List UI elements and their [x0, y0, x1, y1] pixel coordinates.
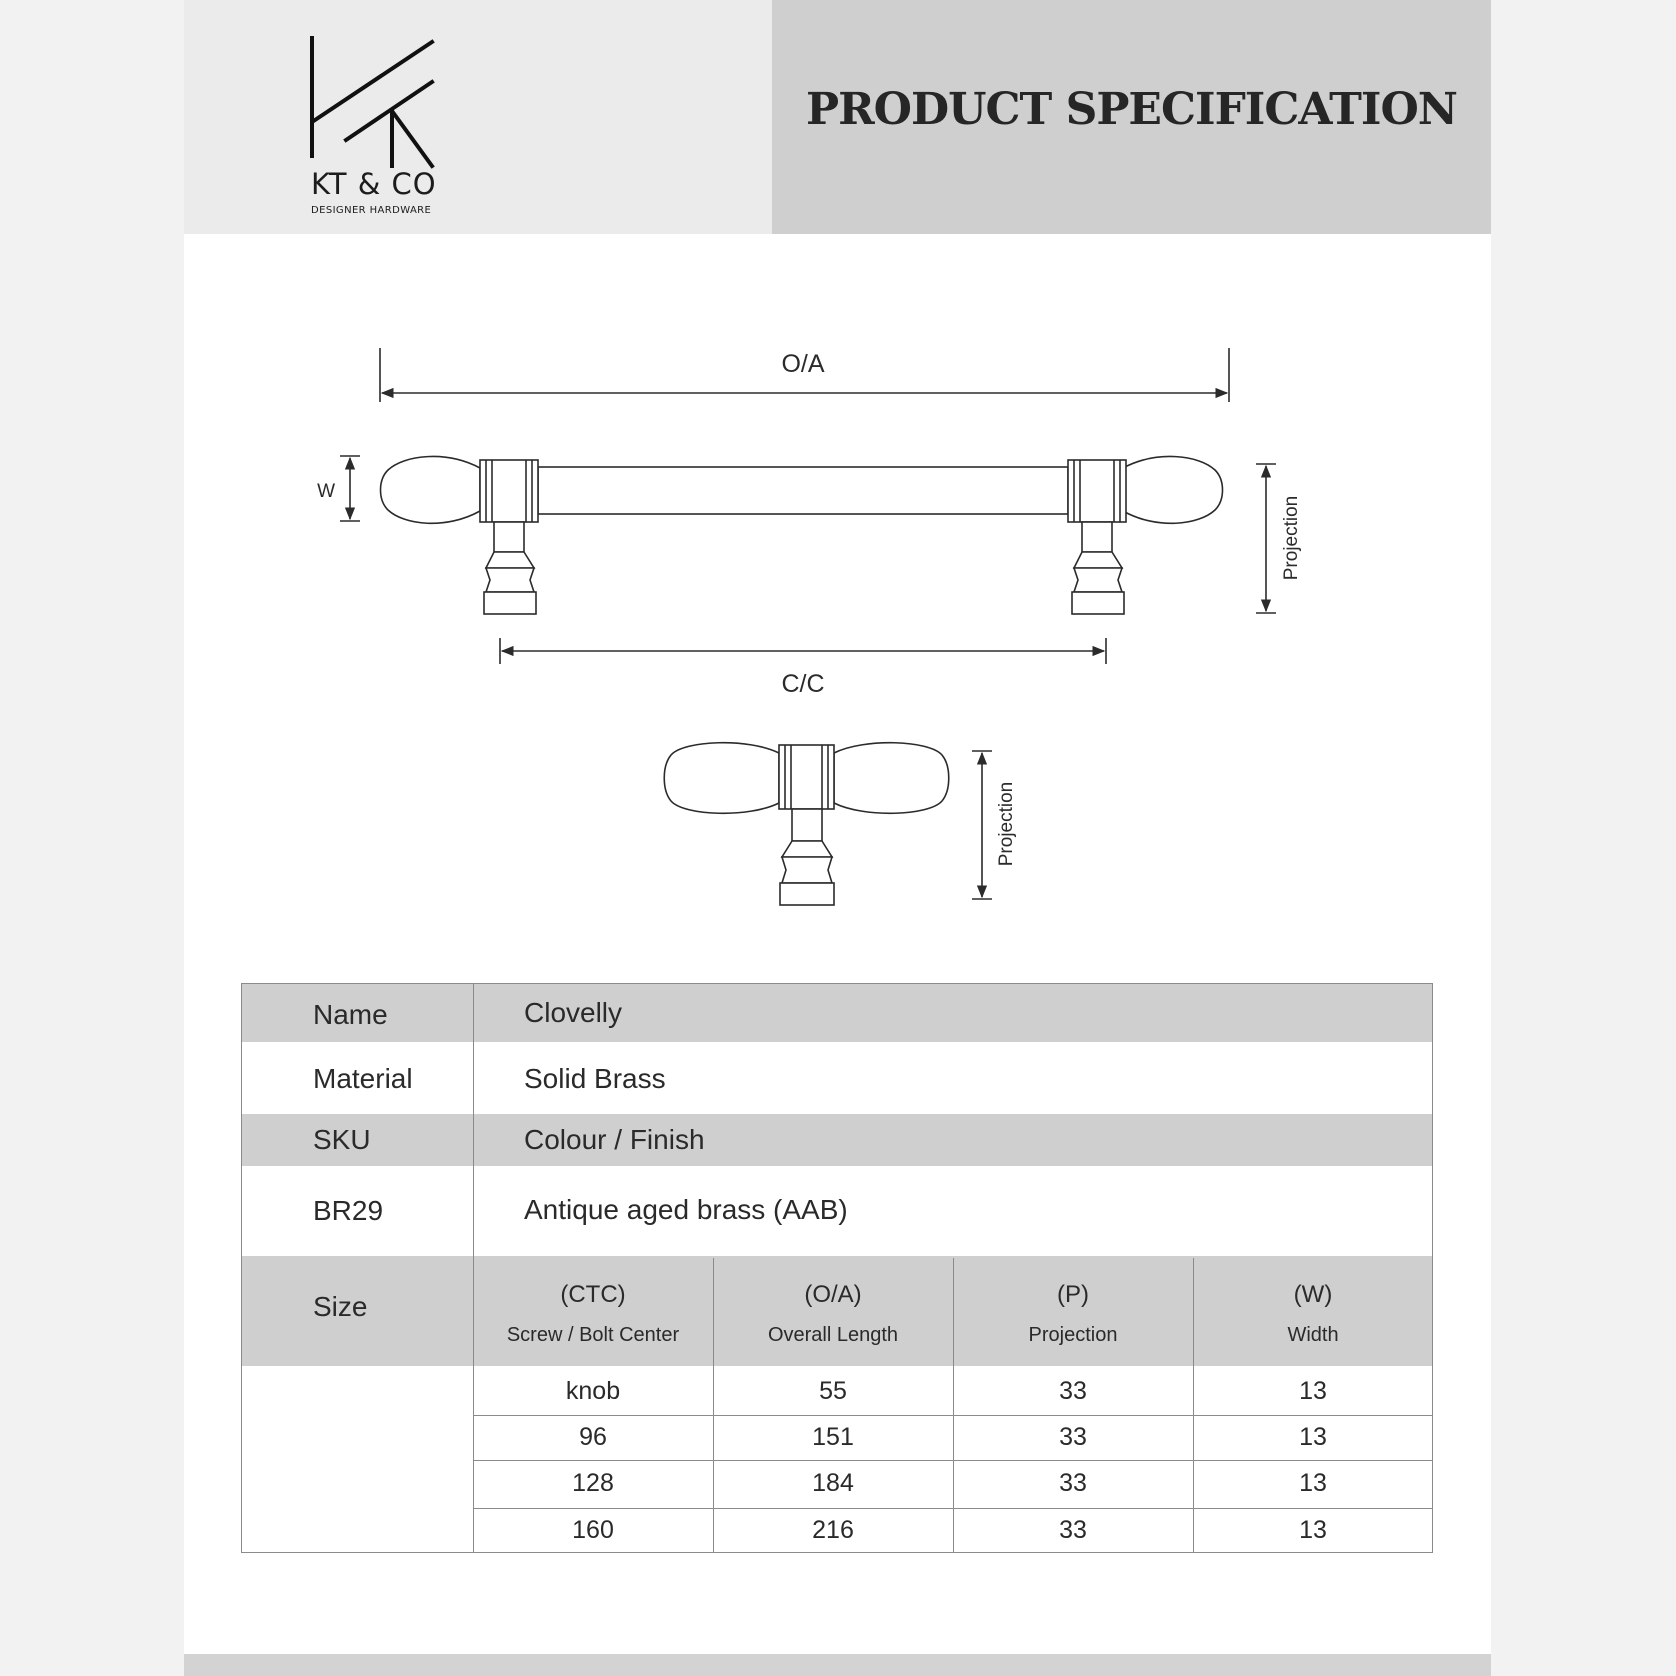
- size-cell: 160: [572, 1516, 614, 1544]
- technical-drawing: [184, 0, 1491, 960]
- finish-value: Antique aged brass (AAB): [524, 1194, 848, 1225]
- row-sku-header: [241, 1114, 1433, 1166]
- knob-drawing: [664, 743, 949, 905]
- sku-label: SKU: [313, 1124, 371, 1155]
- size-cell: 33: [1059, 1516, 1087, 1544]
- row-name: [241, 983, 1433, 1042]
- col-ctc-code: (CTC): [560, 1281, 626, 1308]
- name-label: Name: [313, 999, 388, 1030]
- finish-label: Colour / Finish: [524, 1124, 705, 1155]
- size-cell: 13: [1299, 1377, 1327, 1405]
- overall-length-label: O/A: [781, 350, 825, 378]
- row-size-header: [241, 1256, 1433, 1366]
- size-cell: 13: [1299, 1423, 1327, 1451]
- material-value: Solid Brass: [524, 1063, 666, 1094]
- col-oa-code: (O/A): [804, 1281, 862, 1308]
- pull-handle-drawing: [381, 456, 1223, 614]
- brand-tagline: DESIGNER HARDWARE: [311, 205, 432, 216]
- footer-bar: [184, 1654, 1491, 1676]
- size-row-divider: [473, 1460, 1433, 1461]
- table-border-top: [241, 983, 1433, 984]
- col-oa-name: Overall Length: [767, 1324, 899, 1346]
- col-p-name: Projection: [1028, 1324, 1118, 1346]
- brand-name: KT & CO: [311, 167, 437, 201]
- size-label: Size: [313, 1291, 368, 1322]
- width-label: W: [317, 481, 335, 502]
- label-column-divider: [473, 983, 474, 1553]
- knob-projection-label: Projection: [996, 781, 1017, 867]
- size-cell: 96: [579, 1423, 607, 1451]
- size-row-divider: [473, 1415, 1433, 1416]
- spec-sheet: [184, 0, 1491, 1676]
- row-material: [241, 1042, 1433, 1114]
- page-title: PRODUCT SPECIFICATION: [805, 84, 1458, 135]
- table-border-left: [241, 983, 242, 1553]
- center-to-center-label: C/C: [781, 670, 825, 698]
- size-cell: 13: [1299, 1469, 1327, 1497]
- material-label: Material: [313, 1063, 413, 1094]
- col-p-code: (P): [1057, 1281, 1089, 1308]
- projection-label: Projection: [1281, 495, 1302, 581]
- sku-value: BR29: [313, 1195, 384, 1226]
- size-cell: 128: [572, 1469, 614, 1497]
- col-ctc-name: Screw / Bolt Center: [506, 1324, 680, 1346]
- size-cell: knob: [565, 1377, 621, 1405]
- size-cell: 33: [1059, 1377, 1087, 1405]
- size-cell: 13: [1299, 1516, 1327, 1544]
- table-border-bottom: [241, 1552, 1433, 1553]
- size-cell: 33: [1059, 1469, 1087, 1497]
- name-value: Clovelly: [524, 997, 623, 1028]
- size-row-divider: [473, 1508, 1433, 1509]
- size-cell: 33: [1059, 1423, 1087, 1451]
- size-cell: 55: [819, 1377, 847, 1405]
- size-cell: 184: [812, 1469, 854, 1497]
- size-cell: 151: [812, 1423, 854, 1451]
- table-border-right: [1432, 983, 1433, 1553]
- col-w-code: (W): [1293, 1281, 1333, 1308]
- size-cell: 216: [812, 1516, 854, 1544]
- col-w-name: Width: [1287, 1324, 1339, 1346]
